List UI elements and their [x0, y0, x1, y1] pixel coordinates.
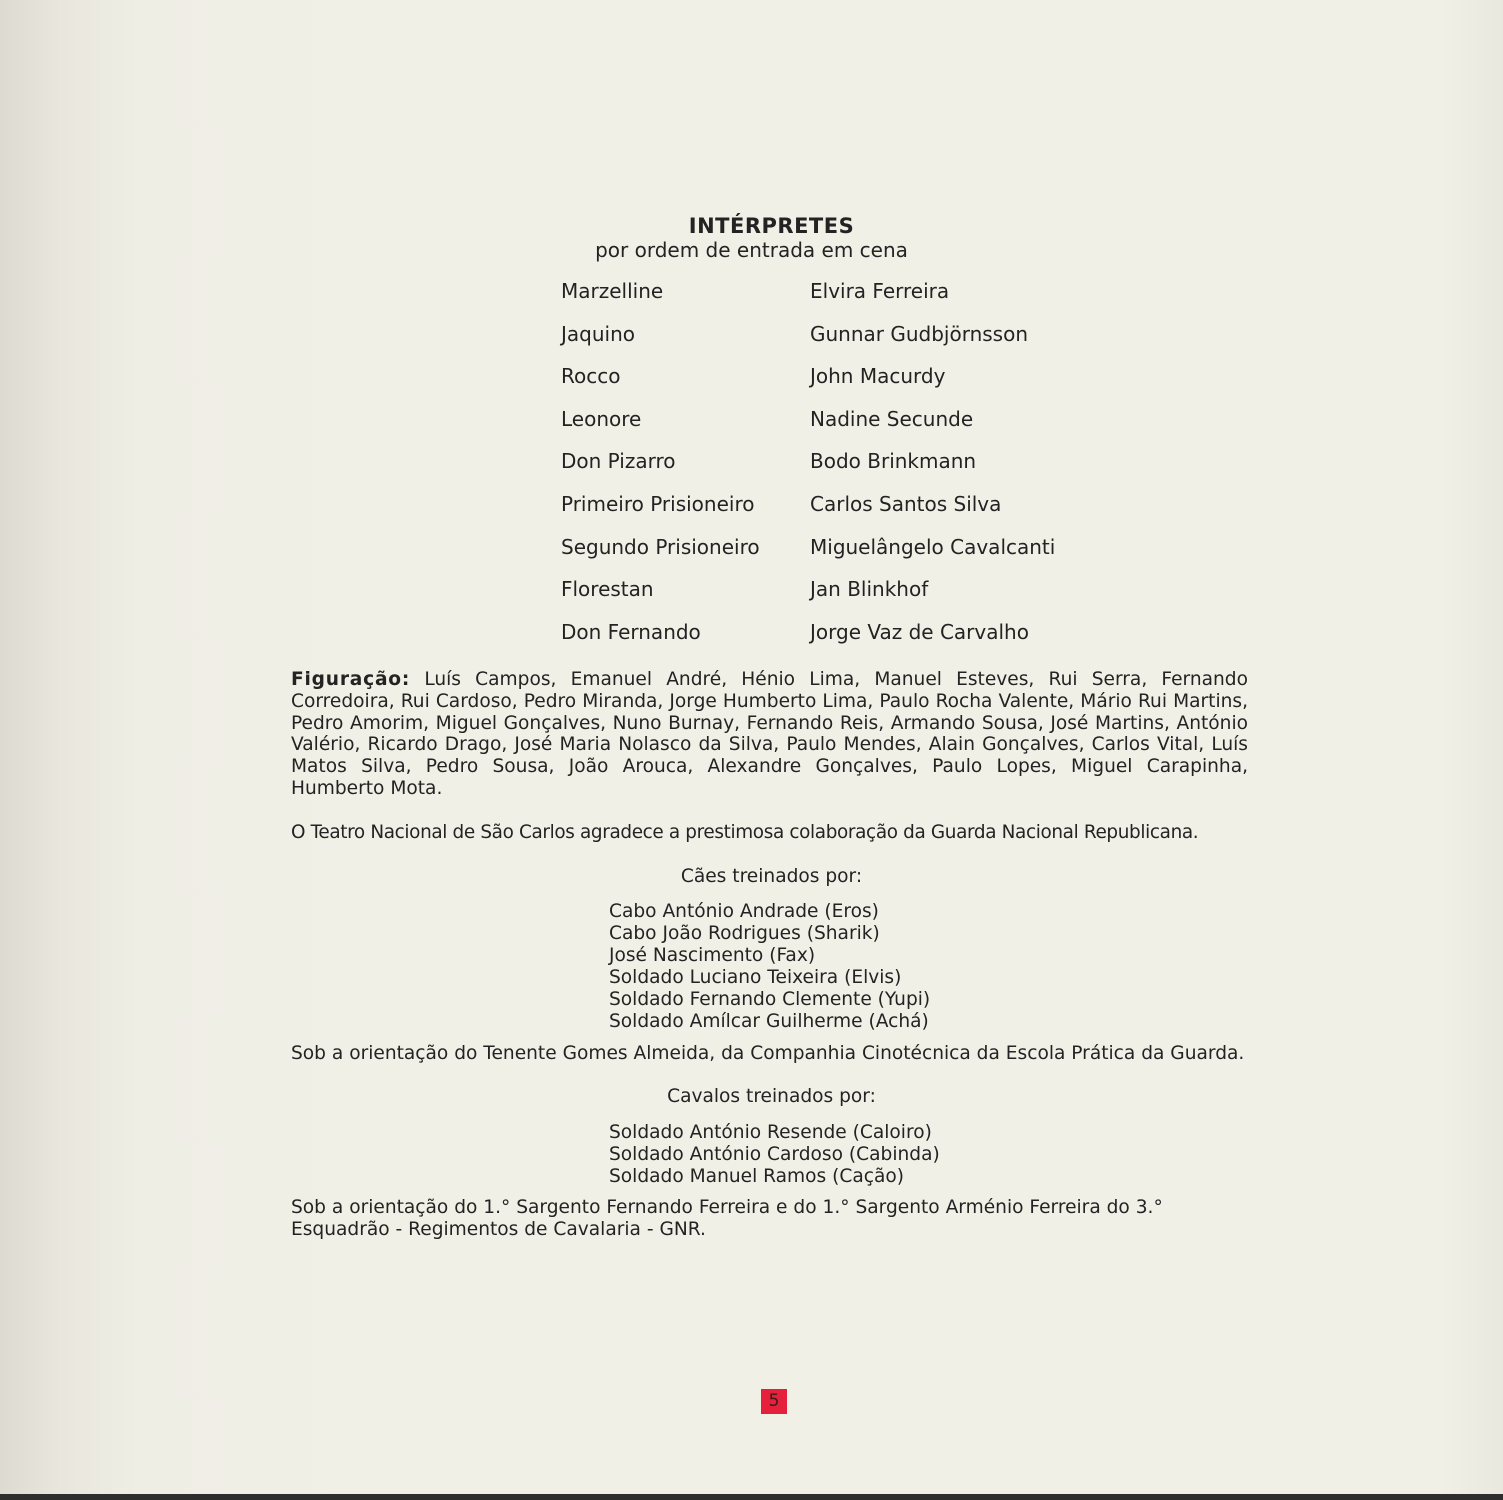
cast-actor: Nadine Secunde	[810, 406, 974, 431]
cast-role: Jaquino	[561, 321, 635, 346]
acknowledgement: O Teatro Nacional de São Carlos agradece a prestimosa colaboração da Guarda Nacional Republicana.	[291, 822, 1199, 843]
cast-actor: Jorge Vaz de Carvalho	[810, 619, 1029, 644]
list-item: Cabo António Andrade (Eros)	[609, 901, 879, 922]
horse-trainers-list	[609, 1122, 940, 1188]
list-item: Soldado Luciano Teixeira (Elvis)	[609, 967, 902, 988]
cast-actor: Bodo Brinkmann	[810, 449, 977, 474]
list-item: José Nascimento (Fax)	[609, 945, 816, 966]
dogs-section-title: Cães treinados por:	[680, 866, 863, 887]
page-subtitle: por ordem de entrada em cena	[595, 238, 908, 262]
figuracao-paragraph	[291, 669, 1248, 800]
list-item: Cabo João Rodrigues (Sharik)	[609, 923, 880, 944]
cast-role: Rocco	[561, 364, 621, 389]
page-title: INTÉRPRETES	[688, 214, 855, 238]
cast-actor: Carlos Santos Silva	[810, 491, 1002, 516]
figuracao-label: Figuração:	[291, 669, 411, 690]
page-number: 5	[761, 1389, 787, 1414]
horses-section-title: Cavalos treinados por:	[667, 1086, 876, 1107]
dog-trainers-list	[609, 901, 930, 1033]
list-item: Soldado Amílcar Guilherme (Achá)	[609, 1011, 929, 1032]
cast-role: Marzelline	[561, 279, 664, 303]
list-item: Soldado Fernando Clemente (Yupi)	[609, 989, 931, 1010]
cast-role: Florestan	[561, 577, 654, 602]
cast-role: Leonore	[561, 406, 642, 431]
cast-role: Don Pizarro	[561, 449, 676, 474]
list-item: Soldado António Cardoso (Cabinda)	[609, 1144, 940, 1165]
cast-actor: John Macurdy	[810, 364, 946, 389]
cast-role: Don Fernando	[561, 619, 701, 644]
horses-orientation: Sob a orientação do 1.° Sargento Fernando Ferreira e do 1.° Sargento Arménio Ferreira do 3.° Esquadrão - Regimentos de Cavalaria - GNR.	[291, 1197, 1163, 1240]
page-bottom-edge	[0, 1494, 1503, 1500]
cast-role: Segundo Prisioneiro	[561, 534, 760, 559]
cast-actor: Gunnar Gudbjörnsson	[810, 321, 1029, 346]
figuracao-text: Luís Campos, Emanuel André, Hénio Lima, Manuel Esteves, Rui Serra, Fernando Corredoira, Rui Cardoso, Pedro Miranda, Jorge Humberto Lima, Paulo Rocha Valente, Mário Rui Martins, Pedro Amorim, Miguel Gonçalves, Nuno Burnay, Fernando Reis, Armando Sousa, José Martins, António Valério, Ricardo Drago, José Maria Nolasco da Silva, Paulo Mendes, Alain Gonçalves, Carlos Vital, Luís Matos Silva, Pedro Sousa, João Arouca, Alexandre Gonçalves, Paulo Lopes, Miguel Carapinha, Humberto Mota.	[291, 669, 1248, 799]
cast-role: Primeiro Prisioneiro	[561, 491, 755, 516]
list-item: Soldado António Resende (Caloiro)	[609, 1122, 932, 1143]
cast-actor: Elvira Ferreira	[810, 279, 950, 303]
cast-actor: Jan Blinkhof	[810, 577, 929, 602]
cast-actor: Miguelângelo Cavalcanti	[810, 534, 1056, 559]
list-item: Soldado Manuel Ramos (Cação)	[609, 1166, 905, 1187]
dogs-orientation: Sob a orientação do Tenente Gomes Almeida, da Companhia Cinotécnica da Escola Prática da Guarda.	[291, 1043, 1245, 1064]
